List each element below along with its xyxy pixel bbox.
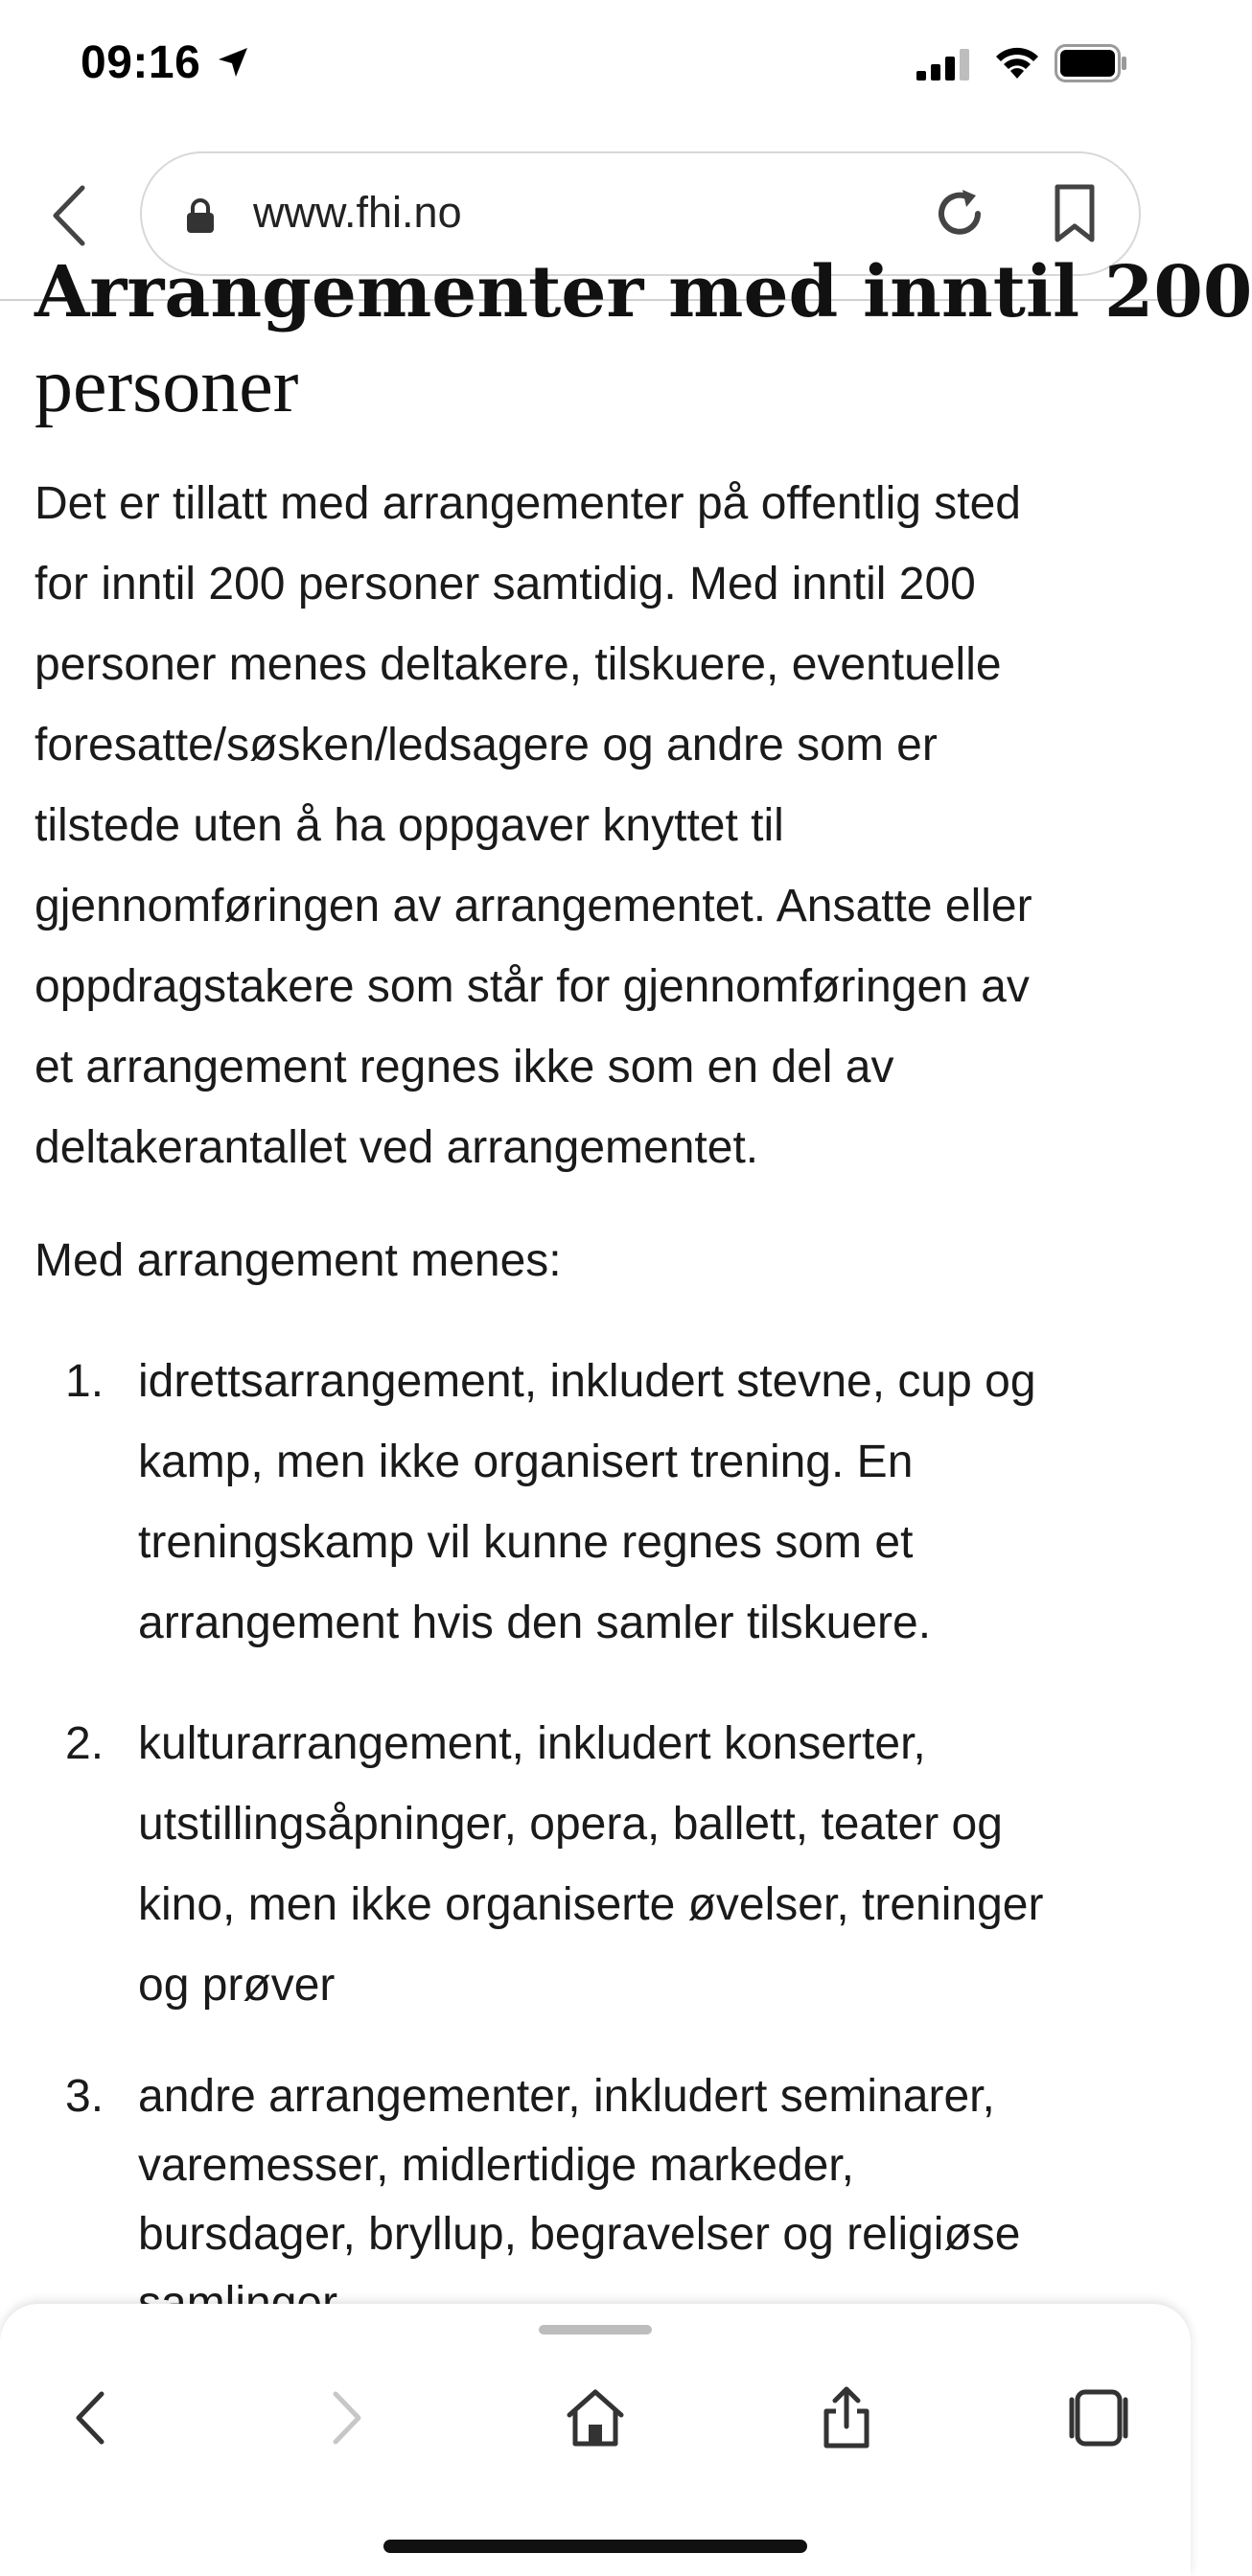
lock-icon [186, 197, 215, 234]
paragraph-line: foresatte/søsken/ledsagere og andre som er [35, 720, 938, 770]
list-item-line: andre arrangementer, inkludert seminarer, [138, 2071, 995, 2122]
status-time: 09:16 [81, 37, 201, 88]
paragraph-line: oppdragstakere som står for gjennomføringen av [35, 961, 1030, 1012]
paragraph-line: personer menes deltakere, tilskuere, eventuelle [35, 639, 1002, 690]
list-item-line: kino, men ikke organiserte øvelser, treninger [138, 1879, 1044, 1930]
paragraph-line: et arrangement regnes ikke som en del av [35, 1042, 894, 1092]
list-intro: Med arrangement menes: [35, 1235, 562, 1286]
paragraph-line: deltakerantallet ved arrangementet. [35, 1122, 759, 1173]
tabs-icon[interactable] [1064, 2384, 1131, 2451]
back-chevron-icon[interactable] [50, 184, 88, 247]
share-icon[interactable] [813, 2384, 880, 2451]
list-item-line: utstillingsåpninger, opera, ballett, teater og [138, 1799, 1003, 1850]
paragraph-line: tilstede uten å ha oppgaver knyttet til [35, 800, 784, 851]
location-arrow-icon [217, 46, 249, 79]
back-arrow-icon[interactable] [59, 2384, 127, 2451]
home-icon[interactable] [562, 2384, 629, 2451]
reload-icon[interactable] [932, 186, 987, 242]
list-item-number: 1. [65, 1356, 104, 1407]
article-heading-partial: Arrangementer med inntil 200 [35, 251, 1252, 334]
home-indicator [383, 2540, 807, 2553]
sheet-grabber[interactable] [539, 2325, 652, 2334]
paragraph-line: Det er tillatt med arrangementer på offentlig sted [35, 478, 1021, 529]
list-item-line: treningskamp vil kunne regnes som et [138, 1517, 914, 1568]
paragraph-line: gjennomføringen av arrangementet. Ansatte eller [35, 881, 1032, 932]
browser-toolbar [0, 2304, 1191, 2576]
list-item-line: idrettsarrangement, inkludert stevne, cup og [138, 1356, 1036, 1407]
list-item-line: bursdager, bryllup, begravelser og religiøse [138, 2209, 1021, 2260]
list-item-line: varemesser, midlertidige markeder, [138, 2140, 854, 2191]
address-url: www.fhi.no [253, 188, 462, 237]
wifi-icon [993, 44, 1041, 80]
cellular-signal-icon [916, 48, 970, 80]
bookmark-icon[interactable] [1053, 184, 1097, 243]
forward-arrow-icon[interactable] [311, 2384, 378, 2451]
article-content [0, 251, 1252, 2304]
battery-icon [1055, 44, 1127, 82]
list-item-line: kamp, men ikke organisert trening. En [138, 1437, 914, 1487]
paragraph-line: for inntil 200 personer samtidig. Med inntil 200 [35, 559, 976, 610]
list-item-number: 3. [65, 2071, 104, 2122]
status-bar [0, 0, 1191, 129]
list-item-number: 2. [65, 1718, 104, 1769]
list-item-line: kulturarrangement, inkludert konserter, [138, 1718, 926, 1769]
list-item-line: arrangement hvis den samler tilskuere. [138, 1598, 932, 1648]
list-item-line: og prøver [138, 1960, 336, 2011]
article-heading: personer [35, 344, 299, 428]
